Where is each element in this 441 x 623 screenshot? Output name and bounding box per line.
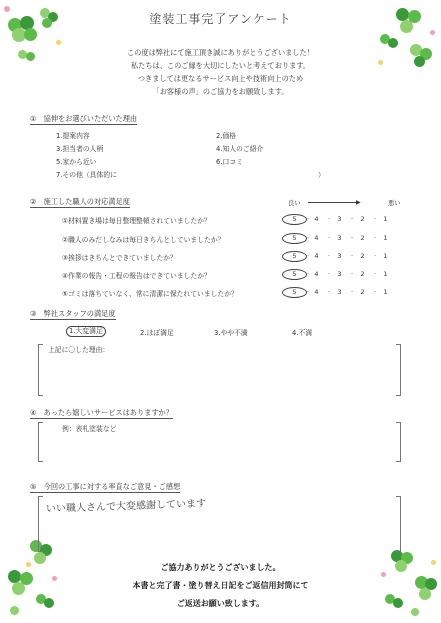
reason-option-4[interactable]: 4.知人のご紹介 xyxy=(216,145,264,153)
rating-option-3[interactable]: 3 · xyxy=(328,270,351,278)
rating-value: 2 xyxy=(360,234,365,242)
rating-value: 4 xyxy=(314,215,319,223)
craftsmen-question-3: ③挨拶はきちんとできていましたか？ xyxy=(62,254,177,262)
rating-option-2[interactable]: 2 · xyxy=(351,288,374,296)
staff-reason-bracket-right xyxy=(396,344,401,396)
rating-option-4[interactable]: 4 · xyxy=(305,270,328,278)
rating-value: 4 xyxy=(314,252,319,260)
rating-value: 3 xyxy=(337,288,342,296)
rating-option-2[interactable]: 2 · xyxy=(351,270,374,278)
rating-value: 2 xyxy=(360,252,365,260)
scale-arrow-head-icon: ▶ xyxy=(356,199,361,206)
craftsmen-rating-5 xyxy=(282,287,397,298)
section-reason-heading: ① 協伸をお選びいただいた理由 xyxy=(30,114,138,123)
rating-selected-circle: 5 xyxy=(282,251,307,262)
scale-arrow-line xyxy=(308,202,360,203)
rating-option-1[interactable] xyxy=(374,288,397,296)
reason-other-close-paren: ） xyxy=(318,171,325,179)
rating-option-5[interactable]: 5 · xyxy=(282,269,305,280)
service-bracket-right xyxy=(396,422,401,462)
section-service-heading: ④ あったら嬉しいサービスはありますか？ xyxy=(30,408,173,417)
rating-selected-circle: 5 xyxy=(282,233,307,244)
section-craftsmen-heading: ② 施工した職人の対応満足度 xyxy=(30,197,130,206)
intro-line-3: つきましては更なるサービス向上や技術向上のため xyxy=(137,74,304,83)
reason-option-6[interactable]: 6.口コミ xyxy=(216,158,243,166)
staff-option-3[interactable]: 3.やや不満 xyxy=(214,329,248,337)
rating-value: 1 xyxy=(383,234,388,242)
rating-option-1[interactable] xyxy=(374,252,397,260)
staff-reason-label: 上記に〇した理由： xyxy=(48,346,110,354)
reason-option-2[interactable]: 2.価格 xyxy=(216,132,237,140)
rating-value: 3 xyxy=(337,215,342,223)
staff-option-4[interactable]: 4.不満 xyxy=(292,329,313,337)
service-example: 例：表札塗装など xyxy=(62,425,117,433)
closing-line-3: ご返送お願い致します。 xyxy=(176,599,265,608)
rating-option-2[interactable]: 2 · xyxy=(351,252,374,260)
rating-option-5[interactable]: 5 · xyxy=(282,251,305,262)
rating-value: 2 xyxy=(360,215,365,223)
intro-line-4: 「お客様の声」のご協力をお願致します。 xyxy=(152,87,289,96)
rating-selected-circle: 5 xyxy=(282,269,307,280)
rating-value: 2 xyxy=(360,270,365,278)
craftsmen-rating-3 xyxy=(282,251,397,262)
page-title: 塗装工事完了アンケート xyxy=(149,12,292,26)
rating-option-4[interactable]: 4 · xyxy=(305,252,328,260)
rating-value: 4 xyxy=(314,270,319,278)
service-bracket-left xyxy=(38,422,43,462)
service-answer-field[interactable] xyxy=(60,436,390,458)
section-comments-heading: ⑤ 今回の工事に対する率直なご意見・ご感想 xyxy=(30,482,181,491)
rating-value: 1 xyxy=(383,215,388,223)
rating-option-2[interactable]: 2 · xyxy=(351,234,374,242)
intro-line-1: この度は弊社にて施工頂き誠にありがとうございました！ xyxy=(127,48,314,57)
rating-value: 1 xyxy=(383,252,388,260)
scale-bad-label: 悪い xyxy=(388,200,401,207)
rating-value: 4 xyxy=(314,234,319,242)
reason-option-1[interactable]: 1.提案内容 xyxy=(56,132,90,140)
rating-option-5[interactable]: 5 · xyxy=(282,287,305,298)
staff-option-1-circle: 1.大変満足 xyxy=(66,326,106,337)
closing-line-2: 本書と完了書・塗り替え日記をご返信用封筒にて xyxy=(132,581,309,590)
rating-option-3[interactable]: 3 · xyxy=(328,234,351,242)
comments-bracket-left xyxy=(38,496,43,552)
rating-option-1[interactable] xyxy=(374,234,397,242)
staff-option-2[interactable]: 2.ほぼ満足 xyxy=(140,329,174,337)
section-staff-heading: ③ 弊社スタッフの満足度 xyxy=(30,309,116,318)
rating-option-5[interactable]: 5 · xyxy=(282,233,305,244)
rating-value: 2 xyxy=(360,288,365,296)
rating-option-3[interactable]: 3 · xyxy=(328,288,351,296)
craftsmen-question-1: ①材料置き場は毎日整理整頓されていましたか？ xyxy=(62,217,211,225)
rating-option-3[interactable]: 3 · xyxy=(328,252,351,260)
craftsmen-question-4: ④作業の報告・工程の報告はできていましたか？ xyxy=(62,272,211,280)
rating-value: 1 xyxy=(383,288,388,296)
rating-value: 3 xyxy=(337,252,342,260)
rating-selected-circle: 5 xyxy=(282,214,307,225)
rating-option-5[interactable]: 5 · xyxy=(282,214,305,225)
reason-option-7[interactable]: 7.その他（具体的に xyxy=(56,171,117,179)
craftsmen-question-5: ⑤ゴミは落ちていなく、常に清潔に保たれていましたか？ xyxy=(62,290,238,298)
reason-option-3[interactable]: 3.担当者の人柄 xyxy=(56,145,104,153)
rating-option-1[interactable] xyxy=(374,270,397,278)
rating-option-4[interactable]: 4 · xyxy=(305,234,328,242)
intro-line-2: 私たちは、このご縁を大切にしたいと考えております。 xyxy=(130,61,311,70)
scale-good-label: 良い xyxy=(288,200,301,207)
comments-handwritten-answer: いい職人さんで大変感謝しています xyxy=(45,498,207,515)
rating-value: 3 xyxy=(337,234,342,242)
staff-reason-field[interactable] xyxy=(118,346,388,390)
staff-reason-bracket-left xyxy=(38,344,43,396)
staff-option-1[interactable] xyxy=(66,326,106,337)
rating-option-3[interactable]: 3 · xyxy=(328,215,351,223)
craftsmen-rating-4 xyxy=(282,269,397,280)
rating-value: 4 xyxy=(314,288,319,296)
rating-value: 3 xyxy=(337,270,342,278)
rating-value: 1 xyxy=(383,270,388,278)
craftsmen-rating-1 xyxy=(282,214,397,225)
comments-bracket-right xyxy=(396,496,401,552)
craftsmen-rating-2 xyxy=(282,233,397,244)
reason-option-5[interactable]: 5.家から近い xyxy=(56,158,97,166)
craftsmen-question-2: ②職人のみだしなみは毎日きちんとしていましたか？ xyxy=(62,236,225,244)
rating-option-4[interactable]: 4 · xyxy=(305,288,328,296)
rating-option-2[interactable]: 2 · xyxy=(351,215,374,223)
closing-line-1: ご協力ありがとうございました。 xyxy=(160,563,281,572)
rating-option-4[interactable]: 4 · xyxy=(305,215,328,223)
rating-option-1[interactable] xyxy=(374,215,397,223)
rating-selected-circle: 5 xyxy=(282,287,307,298)
